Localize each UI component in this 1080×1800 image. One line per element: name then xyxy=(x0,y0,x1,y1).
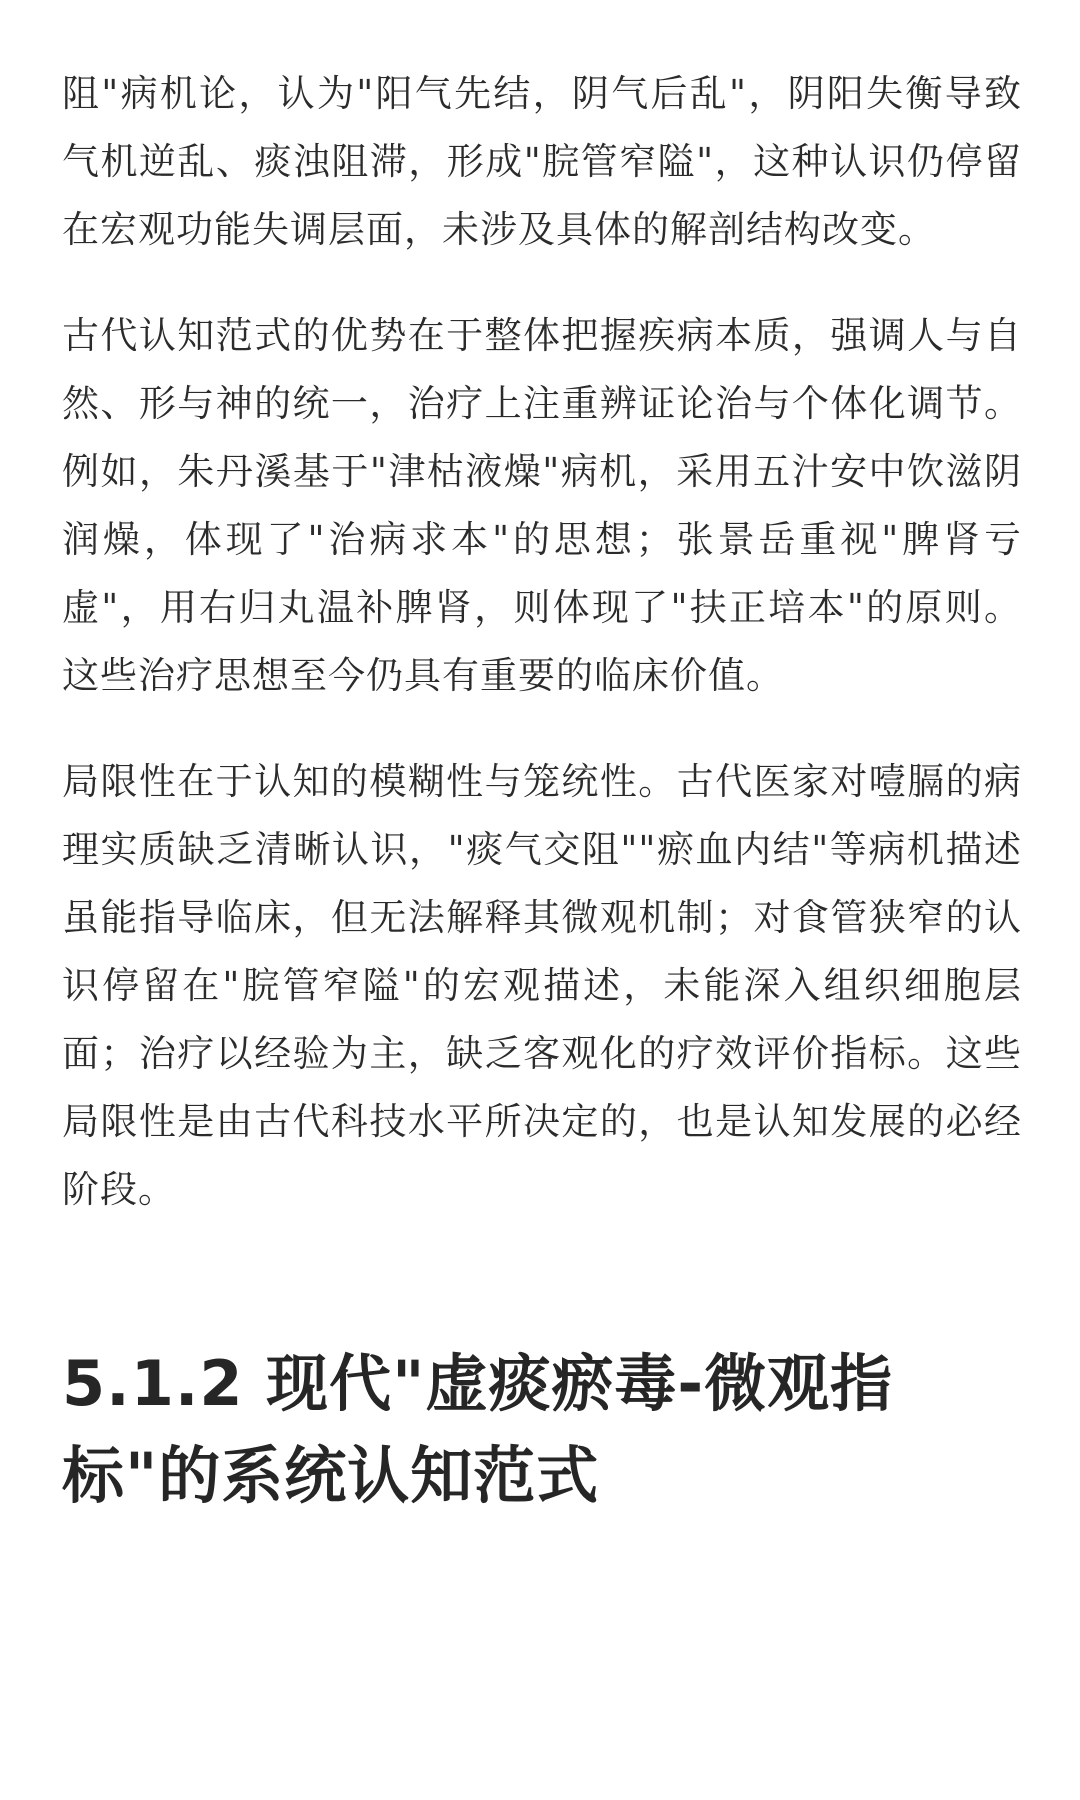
section-heading-5-1-2: 5.1.2 现代"虚痰瘀毒-微观指标"的系统认知范式 xyxy=(62,1347,894,1512)
paragraph-limitations: 局限性在于认知的模糊性与笼统性。古代医家对噎膈的病理实质缺乏清晰认识，"痰气交阻""瘀血内结"等病机描述虽能指导临床，但无法解释其微观机制；对食管狭窄的认识停留在"脘管窄隘"的宏观描述，未能深入组织细胞层面；治疗以经验为主，缺乏客观化的疗效评价指标。这些局限性是由古代科技水平所决定的，也是认知发展的必经阶段。 xyxy=(62,760,1022,1211)
article-body xyxy=(62,60,1022,1522)
paragraph-ancient-view: 阻"病机论，认为"阳气先结，阴气后乱"，阴阳失衡导致气机逆乱、痰浊阻滞，形成"脘管窄隘"，这种认识仍停留在宏观功能失调层面，未涉及具体的解剖结构改变。 xyxy=(62,72,1022,251)
paragraph-advantages: 古代认知范式的优势在于整体把握疾病本质，强调人与自然、形与神的统一，治疗上注重辨证论治与个体化调节。例如，朱丹溪基于"津枯液燥"病机，采用五汁安中饮滋阴润燥，体现了"治病求本"的思想；张景岳重视"脾肾亏虚"，用右归丸温补脾肾，则体现了"扶正培本"的原则。这些治疗思想至今仍具有重要的临床价值。 xyxy=(62,314,1022,697)
